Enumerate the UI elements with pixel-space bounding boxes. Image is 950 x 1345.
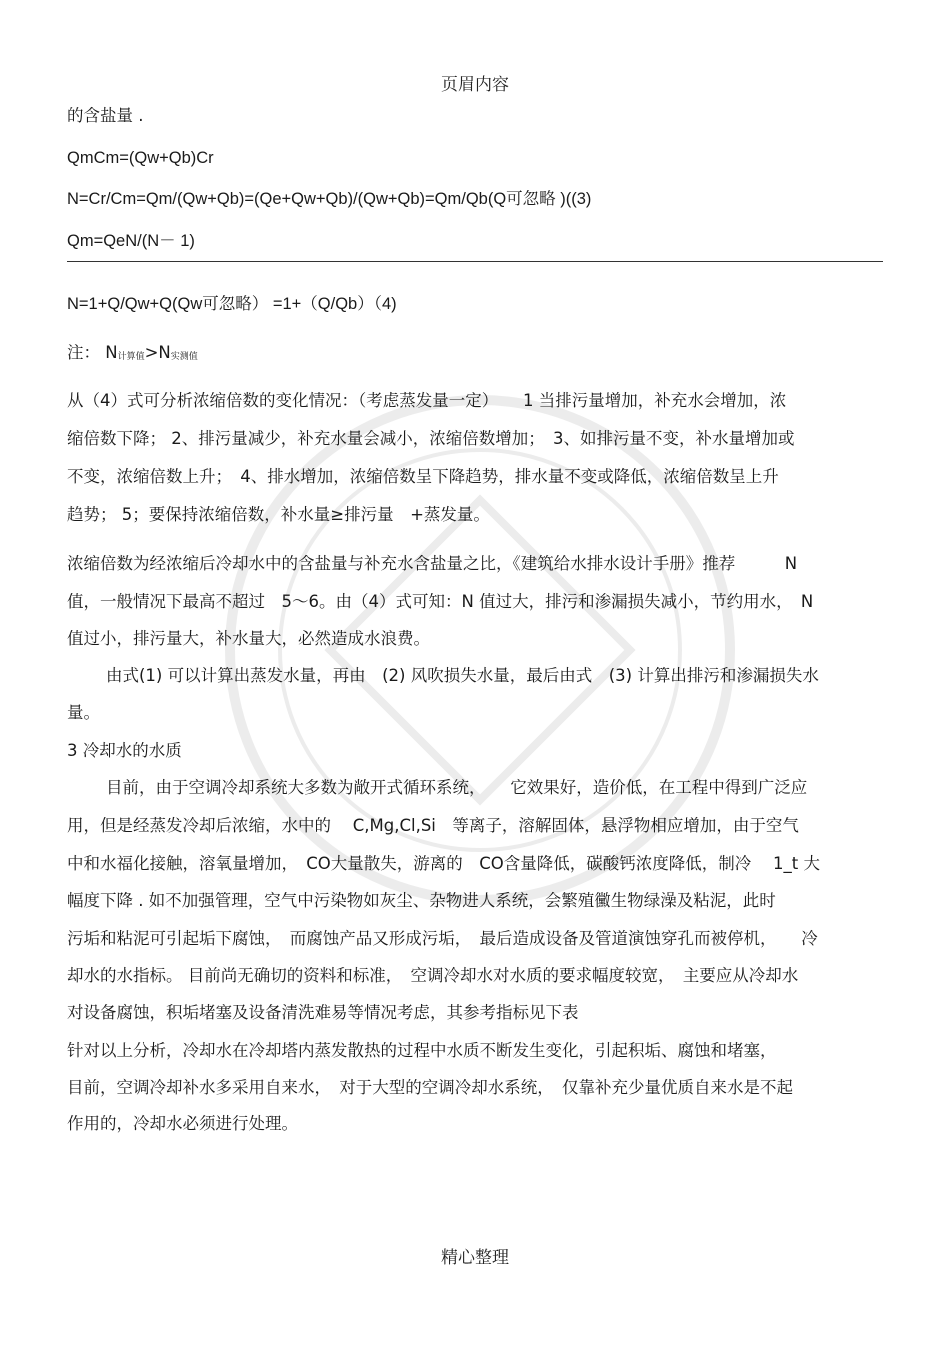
text-line: 的含盐量 . xyxy=(67,106,144,125)
paragraph-line: 针对以上分析，冷却水在冷却塔内蒸发散热的过程中水质不断发生变化，引起积垢、腐蚀和堵塞， xyxy=(67,1041,777,1060)
formula-line: N=Cr/Cm=Qm/(Qw+Qb)=(Qe+Qw+Qb)/(Qw+Qb)=Qm/Qb(Q可忽略 )((3) xyxy=(67,190,592,208)
page-header: 页眉内容 xyxy=(441,75,509,95)
paragraph-line: 中和水福化接触，溶氧量增加， CO大量散失，游离的 CO含量降低，碳酸钙浓度降低，制冷 1_t 大 xyxy=(67,854,820,873)
paragraph-line: 用，但是经蒸发冷却后浓缩，水中的 C,Mg,Cl,Si 等离子，溶解固体，悬浮物相应增加，由于空气 xyxy=(67,816,799,835)
note-line xyxy=(67,342,887,368)
paragraph-line: 值过小，排污量大，补水量大，必然造成水浪费。 xyxy=(67,629,430,648)
formula-line: Qm=QeN/(N－ 1) xyxy=(67,232,195,250)
paragraph-line: 却水的水指标。 目前尚无确切的资料和标准， 空调冷却水对水质的要求幅度较宽， 主要应从冷却水 xyxy=(67,966,799,985)
page-footer: 精心整理 xyxy=(441,1248,509,1268)
paragraph-line: 目前，由于空调冷却系统大多数为敞开式循环系统， 它效果好，造价低，在工程中得到广泛应 xyxy=(106,778,808,797)
paragraph-line: 缩倍数下降； 2、排污量减少，补充水量会减小，浓缩倍数增加； 3、如排污量不变，补水量增加或 xyxy=(67,429,795,448)
paragraph-line: 从（4）式可分析浓缩倍数的变化情况：（考虑蒸发量一定） 1 当排污量增加，补充水会增加，浓 xyxy=(67,391,787,410)
note-sub: 计算值 xyxy=(117,352,145,362)
note-sub: 实测值 xyxy=(170,352,198,362)
divider xyxy=(67,261,883,262)
paragraph-line: 目前，空调冷却补水多采用自来水， 对于大型的空调冷却水系统， 仅靠补充少量优质自来水是不起 xyxy=(67,1078,793,1097)
paragraph-line: 趋势； 5；要保持浓缩倍数，补水量≥排污量 +蒸发量。 xyxy=(67,505,490,524)
paragraph-line: 不变，浓缩倍数上升； 4、排水增加，浓缩倍数呈下降趋势，排水量不变或降低，浓缩倍数呈上升 xyxy=(67,467,779,486)
paragraph-line: 量。 xyxy=(67,703,100,722)
formula-line: N=1+Q/Qw+Q(Qw可忽略） =1+（Q/Qb）（4) xyxy=(67,295,397,313)
paragraph-line: 值，一般情况下最高不超过 5～6。由（4）式可知：N 值过大，排污和渗漏损失减小，节约用水， N xyxy=(67,592,814,611)
note-mid: >N xyxy=(144,343,171,362)
paragraph-line: 由式(1) 可以计算出蒸发水量，再由 (2) 风吹损失水量，最后由式 (3) 计算出排污和渗漏损失水 xyxy=(106,666,819,685)
paragraph-line: 污垢和粘泥可引起垢下腐蚀， 而腐蚀产品又形成污垢， 最后造成设备及管道演蚀穿孔而被停机， 冷 xyxy=(67,929,818,948)
watermark-stamp xyxy=(200,370,760,930)
paragraph-line: 浓缩倍数为经浓缩后冷却水中的含盐量与补充水含盐量之比，《建筑给水排水设计手册》推荐 N xyxy=(67,554,798,573)
section-heading: 3 冷却水的水质 xyxy=(67,741,182,760)
paragraph-line: 对设备腐蚀，积垢堵塞及设备清洗难易等情况考虑，其参考指标见下表 xyxy=(67,1003,579,1022)
paragraph-line: 作用的，冷却水必须进行处理。 xyxy=(67,1114,298,1133)
paragraph-line: 幅度下降 . 如不加强管理，空气中污染物如灰尘、杂物进人系统，会繁殖黴生物绿澡及粘泥，此时 xyxy=(67,891,776,910)
formula-line: QmCm=(Qw+Qb)Cr xyxy=(67,149,214,167)
note-prefix: 注： N xyxy=(67,343,118,362)
